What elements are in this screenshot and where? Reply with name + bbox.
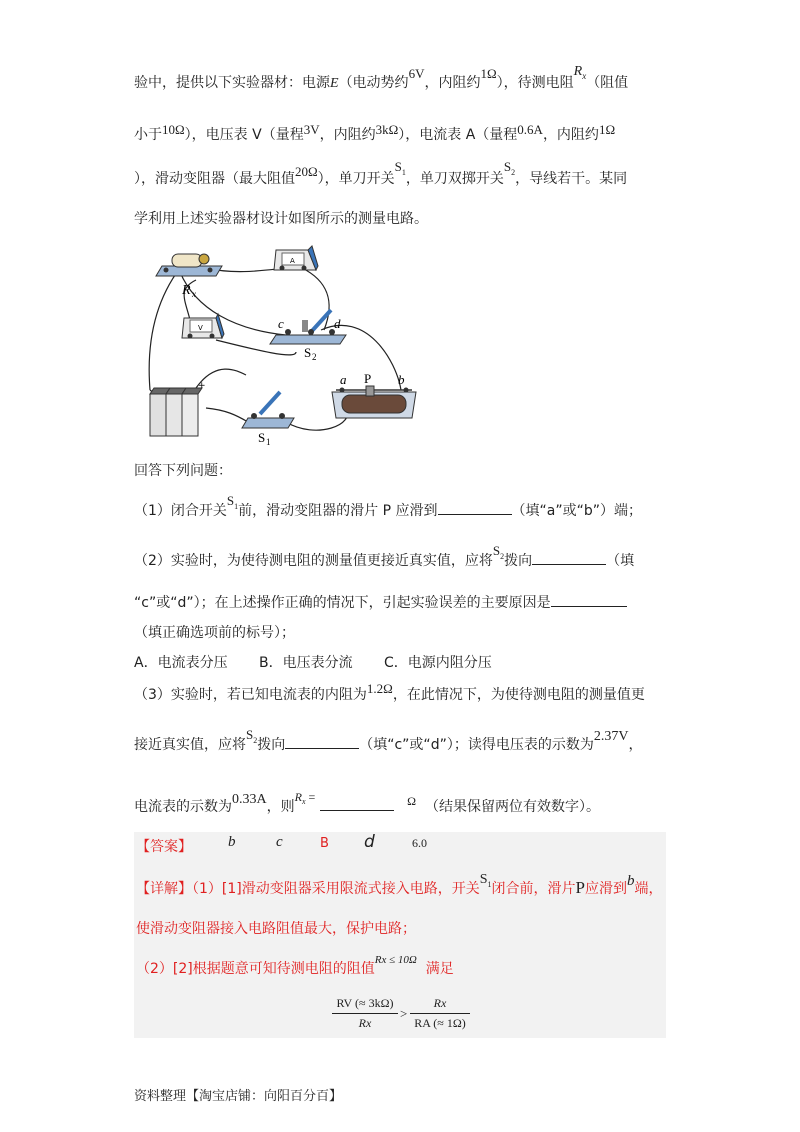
footer-source: 资料整理【淘宝店铺：向阳百分百】 — [134, 1089, 343, 1104]
switch-symbol: S — [246, 727, 254, 742]
answer-blank[interactable] — [551, 594, 627, 607]
numerator: Rx — [433, 996, 447, 1010]
subscript: 2 — [511, 168, 516, 177]
question-1 — [134, 493, 642, 520]
answer-blank[interactable] — [320, 798, 394, 811]
s1-label-sub: 1 — [266, 437, 271, 447]
a-label: a — [340, 372, 347, 387]
switch-s1 — [242, 392, 294, 428]
answer-5: 6.0 — [412, 836, 427, 850]
text: ， — [628, 737, 643, 753]
answer-label: 【答案】 — [136, 839, 192, 855]
c-label: c — [278, 316, 284, 331]
detail-line-2: 使滑动变阻器接入电路阻值最大，保护电路； — [136, 921, 416, 937]
emf-symbol: E — [330, 76, 339, 91]
voltmeter-reading: 2.37V — [593, 729, 629, 744]
rx-label: R — [182, 283, 191, 298]
rx-label-sub: x — [192, 289, 196, 299]
battery — [150, 388, 202, 436]
questions-intro: 回答下列问题： — [134, 463, 232, 479]
rx-symbol: R — [573, 64, 583, 79]
problem-line-1 — [134, 64, 629, 92]
emf-value: 6V — [408, 66, 425, 81]
subscript: 2 — [253, 736, 258, 745]
ammeter-label: A — [290, 257, 295, 265]
question-3-line-2 — [134, 727, 643, 754]
answer-blank[interactable] — [285, 736, 359, 749]
text: （2）实验时，为使待测电阻的测量值更接近真实值，应将 — [134, 553, 493, 569]
subscript: x — [301, 797, 306, 806]
s1-label: S — [258, 430, 266, 445]
answer-3: B — [320, 836, 329, 851]
text: （阻值 — [586, 75, 629, 91]
value: 3kΩ — [375, 122, 399, 137]
switch-symbol: S — [492, 543, 501, 558]
text: = — [305, 790, 316, 804]
text: （填 — [606, 553, 635, 569]
text: （1）闭合开关 — [134, 503, 227, 519]
s2-label: S — [304, 345, 312, 360]
detail-line-3 — [136, 954, 454, 978]
resistor-rx — [156, 254, 222, 276]
answer-2: c — [276, 834, 283, 850]
plus-label: + — [198, 381, 206, 391]
text: ），电流表 A（量程 — [398, 127, 518, 143]
text: 端， — [634, 881, 663, 897]
problem-line-2 — [134, 124, 615, 144]
internal-resistance-value: 1Ω — [480, 66, 497, 81]
text: （3）实验时，若已知电流表的内阻为 — [134, 687, 367, 703]
rx-symbol: R — [294, 790, 302, 804]
question-2-line-3: （填正确选项前的标号）； — [134, 625, 295, 641]
ammeter — [274, 246, 318, 271]
switch-symbol: S — [479, 872, 488, 887]
question-2-line-2 — [134, 592, 627, 612]
rheostat — [332, 386, 416, 418]
answer-blank[interactable] — [438, 502, 512, 515]
text: 闭合前，滑片 — [491, 881, 576, 897]
circuit-diagram — [136, 240, 426, 447]
text: 应滑到 — [585, 881, 628, 897]
text: ，单刀双掷开关 — [405, 171, 504, 187]
text: ），单刀开关 — [317, 171, 395, 187]
option-c: C．电源内阻分压 — [384, 655, 492, 671]
problem-line-4: 学利用上述实验器材设计如图所示的测量电路。 — [134, 211, 428, 227]
question-3-line-3 — [134, 790, 600, 816]
text: （2）[2]根据题意可知待测电阻的阻值 — [136, 961, 375, 977]
text: （填“c”或“d”）；读得电压表的示数为 — [359, 737, 594, 753]
text: 小于 — [134, 127, 162, 143]
subscript: 1 — [401, 168, 406, 177]
text: 前，滑动变阻器的滑片 P 应滑到 — [238, 503, 438, 519]
fraction-left — [332, 996, 398, 1031]
b-label: b — [398, 372, 405, 387]
text: ，导线若干。某同 — [515, 171, 628, 187]
subscript: 2 — [500, 552, 505, 561]
text: ，则 — [266, 799, 295, 815]
option-b: B．电压表分流 — [259, 655, 353, 671]
text: （填“a”或“b”）端； — [511, 503, 642, 519]
text: 验中，提供以下实验器材：电源 — [134, 75, 330, 91]
switch-symbol: S — [503, 159, 512, 174]
text: ，在此情况下，为使待测电阻的测量值更 — [392, 687, 645, 703]
value: 10Ω — [162, 122, 185, 137]
switch-symbol: S — [394, 159, 402, 174]
problem-line-3 — [134, 159, 628, 188]
s2-label-sub: 2 — [312, 352, 317, 362]
subscript: 1 — [234, 502, 239, 511]
value: 0.6A — [517, 122, 543, 137]
d-label: d — [334, 316, 341, 331]
text: 接近真实值，应将 — [134, 737, 246, 753]
p-label: P — [364, 371, 372, 386]
text: （电动势约 — [338, 75, 409, 91]
answer-blank[interactable] — [532, 552, 606, 565]
text: “c”或“d”）；在上述操作正确的情况下，引起实验误差的主要原因是 — [134, 595, 551, 611]
text: 电流表的示数为 — [134, 799, 232, 815]
detail-line-1 — [136, 872, 663, 898]
text: （结果保留两位有效数字）。 — [424, 799, 600, 815]
option-a: A．电流表分压 — [134, 655, 228, 671]
ammeter-resistance-value: 1.2Ω — [366, 681, 393, 696]
numerator: RV (≈ 3kΩ) — [336, 996, 394, 1010]
denominator: RA (≈ 1Ω) — [414, 1016, 466, 1030]
ammeter-reading: 0.33A — [232, 792, 267, 807]
value: 3V — [303, 122, 320, 137]
condition: Rx ≤ 10Ω — [374, 954, 417, 966]
value: 20Ω — [295, 164, 318, 179]
text: ），待测电阻 — [496, 75, 574, 91]
question-2-line-1 — [134, 543, 635, 570]
text: 拨向 — [257, 737, 286, 753]
text: 满足 — [425, 961, 454, 977]
denominator: Rx — [358, 1016, 372, 1030]
answer-4: d — [364, 832, 375, 852]
detail-label: 【详解】 — [136, 881, 192, 897]
text: ，内阻约 — [424, 75, 481, 91]
rx-subscript: x — [582, 71, 587, 81]
question-3-line-1 — [134, 681, 645, 704]
slider-symbol: P — [575, 878, 586, 897]
text: 拨向 — [504, 553, 533, 569]
voltmeter-label: V — [198, 324, 203, 332]
value: 1Ω — [598, 122, 616, 137]
greater-than: > — [400, 1006, 408, 1021]
text: （1）[1]滑动变阻器采用限流式接入电路，开关 — [192, 881, 480, 897]
text: ，内阻约 — [542, 127, 599, 143]
switch-symbol: S — [226, 493, 235, 508]
fraction-right — [410, 996, 470, 1031]
text: ），电压表 V（量程 — [184, 127, 304, 143]
text: ，内阻约 — [319, 127, 376, 143]
end-symbol: b — [627, 873, 635, 889]
text: ），滑动变阻器（最大阻值 — [134, 171, 295, 187]
answer-1: b — [228, 834, 236, 850]
subscript: 1 — [487, 880, 492, 889]
unit: Ω — [407, 794, 417, 808]
voltmeter — [182, 314, 224, 339]
